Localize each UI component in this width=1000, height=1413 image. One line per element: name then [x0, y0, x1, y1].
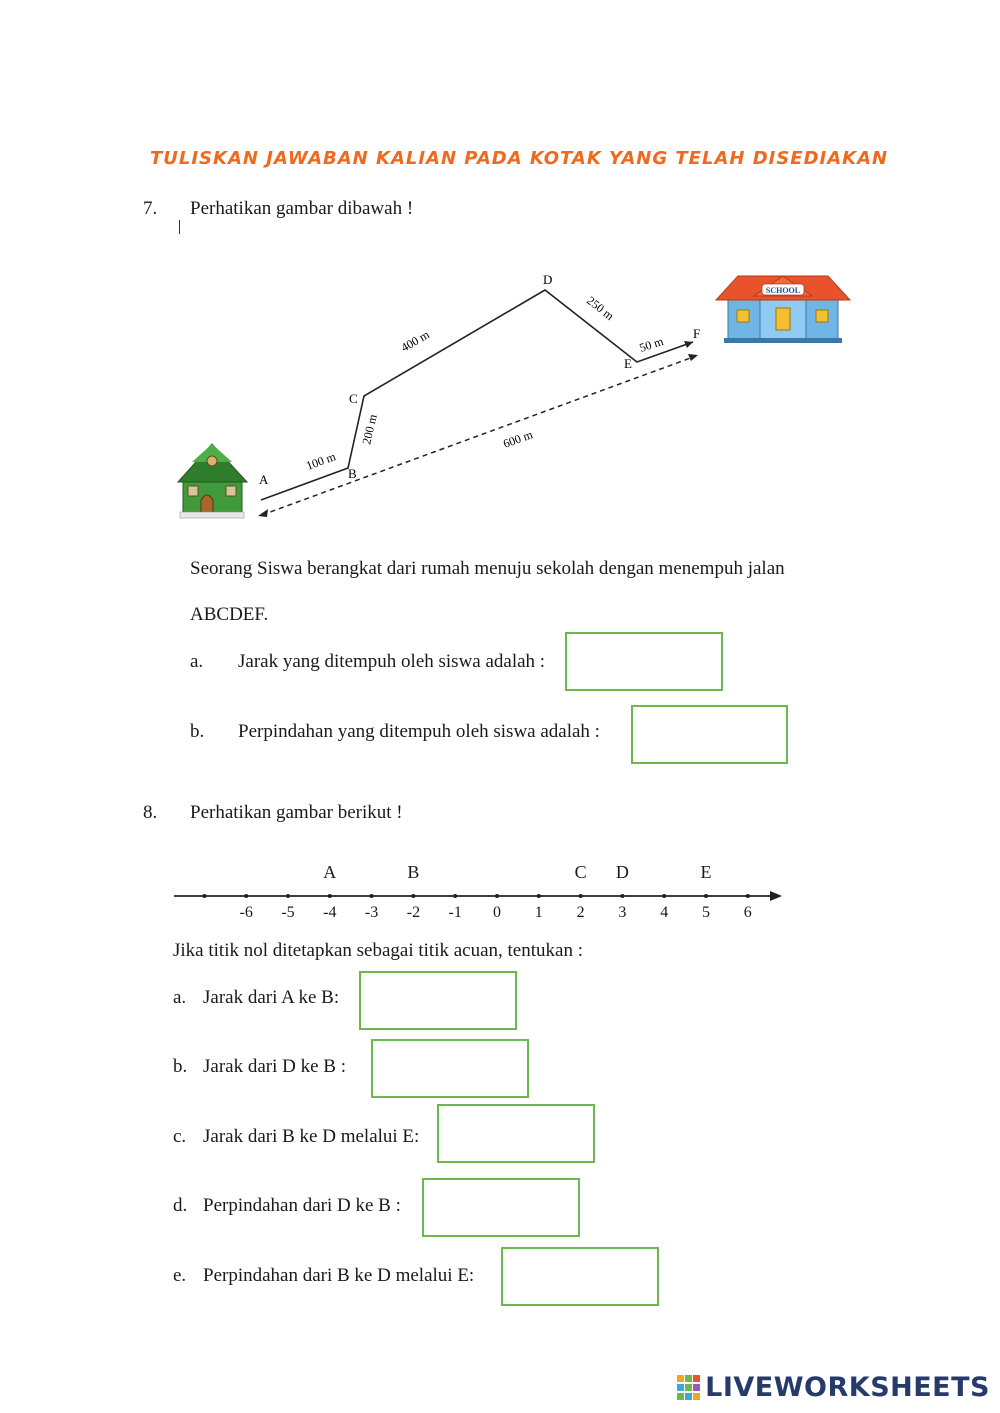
number-line-dot: [202, 894, 206, 898]
answer-box-q8b[interactable]: [371, 1039, 529, 1098]
number-line-dot: [495, 894, 499, 898]
q7-paragraph-line1: Seorang Siswa berangkat dari rumah menuju sekolah dengan menempuh jalan: [190, 558, 785, 579]
tick-label: -6: [239, 904, 253, 921]
q8-d-marker: d.: [173, 1195, 188, 1216]
tick-label: 0: [493, 904, 501, 921]
q8-b-marker: b.: [173, 1056, 188, 1077]
answer-input-q8c[interactable]: [439, 1106, 593, 1161]
number-line-dot: [453, 894, 457, 898]
answer-box-q7a[interactable]: [565, 632, 723, 691]
point-label-e: E: [624, 356, 632, 371]
q7-a-text: Jarak yang ditempuh oleh siswa adalah :: [238, 651, 546, 672]
liveworksheets-logo: [677, 1372, 990, 1403]
answer-input-q8e[interactable]: [503, 1249, 657, 1304]
answer-input-q8a[interactable]: [361, 973, 515, 1028]
house-icon: [178, 444, 247, 518]
tick-label: -1: [448, 904, 462, 921]
number-line-dot: [620, 894, 624, 898]
q8-prompt: Perhatikan gambar berikut !: [190, 802, 403, 823]
tick-label: 3: [618, 904, 627, 921]
q8-a-marker: a.: [173, 987, 187, 1008]
number-line-dot: [746, 894, 750, 898]
answer-box-q8e[interactable]: [501, 1247, 659, 1306]
q7-number: 7.: [143, 198, 158, 219]
route-path: [261, 290, 693, 500]
q8-a-text: Jarak dari A ke B:: [203, 987, 340, 1008]
q8-instruction: Jika titik nol ditetapkan sebagai titik acuan, tentukan :: [173, 940, 583, 961]
point-label-a: A: [323, 862, 337, 882]
tick-label: 6: [743, 904, 752, 921]
q8-number: 8.: [143, 802, 158, 823]
number-line: [0, 850, 1000, 930]
logo-text: LIVEWORKSHEETS: [705, 1372, 990, 1403]
tick-label: 5: [702, 904, 710, 921]
number-line-arrowhead: [770, 891, 782, 901]
tick-label: -3: [364, 904, 379, 921]
answer-box-q7b[interactable]: [631, 705, 788, 764]
answer-input-q7a[interactable]: [567, 634, 721, 689]
answer-box-q8a[interactable]: [359, 971, 517, 1030]
point-label-a: A: [259, 472, 269, 487]
number-line-dot: [286, 894, 290, 898]
answer-box-q8c[interactable]: [437, 1104, 595, 1163]
point-label-c: C: [574, 862, 587, 882]
tick-label: -4: [323, 904, 337, 921]
number-line-dot: [537, 894, 541, 898]
q8-c-text: Jarak dari B ke D melalui E:: [203, 1126, 420, 1147]
displacement-arrow-start: [258, 509, 268, 517]
q7-paragraph-line2: ABCDEF.: [190, 604, 269, 625]
q7-a-marker: a.: [190, 651, 204, 672]
tick-label: -5: [281, 904, 295, 921]
number-line-dot: [328, 894, 332, 898]
number-line-dot: [244, 894, 248, 898]
segment-label-ef: 50 m: [637, 334, 666, 355]
number-line-dot: [704, 894, 708, 898]
segment-label-cd: 400 m: [398, 327, 432, 355]
school-icon: [716, 276, 850, 343]
displacement-arrow-end: [688, 354, 698, 361]
q8-e-marker: e.: [173, 1265, 187, 1286]
q8-b-text: Jarak dari D ke B :: [203, 1056, 346, 1077]
q8-d-text: Perpindahan dari D ke B :: [203, 1195, 401, 1216]
route-diagram: [0, 0, 1000, 560]
instruction-banner: TULISKAN JAWABAN KALIAN PADA KOTAK YANG TELAH DISEDIAKAN: [150, 148, 889, 169]
point-label-d: D: [615, 862, 629, 882]
q8-c-marker: c.: [173, 1126, 187, 1147]
displacement-line: [262, 356, 696, 515]
tick-label: 1: [534, 904, 543, 921]
answer-box-q8d[interactable]: [422, 1178, 580, 1237]
tick-label: -2: [406, 904, 421, 921]
tick-label: 2: [576, 904, 585, 921]
number-line-dot: [662, 894, 666, 898]
point-label-b: B: [407, 862, 420, 882]
q7-prompt: Perhatikan gambar dibawah !: [190, 198, 414, 219]
q7-b-marker: b.: [190, 721, 205, 742]
point-label-c: C: [349, 391, 358, 406]
q7-b-text: Perpindahan yang ditempuh oleh siswa adalah :: [238, 721, 600, 742]
school-sign: SCHOOL: [765, 286, 801, 295]
number-line-dot: [411, 894, 415, 898]
number-line-dot: [579, 894, 583, 898]
logo-blocks-icon: [677, 1375, 701, 1401]
q8-e-text: Perpindahan dari B ke D melalui E:: [203, 1265, 475, 1286]
point-label-e: E: [700, 862, 712, 882]
answer-input-q8d[interactable]: [424, 1180, 578, 1235]
displacement-label: 600 m: [501, 427, 535, 451]
answer-input-q7b[interactable]: [633, 707, 786, 762]
point-label-d: D: [543, 272, 553, 287]
segment-label-bc: 200 m: [359, 412, 380, 446]
tick-label: 4: [660, 904, 669, 921]
answer-input-q8b[interactable]: [373, 1041, 527, 1096]
point-label-f: F: [693, 326, 701, 341]
segment-label-ab: 100 m: [304, 449, 338, 473]
segment-label-de: 250 m: [584, 293, 617, 324]
number-line-dot: [370, 894, 374, 898]
point-label-b: B: [348, 466, 357, 481]
